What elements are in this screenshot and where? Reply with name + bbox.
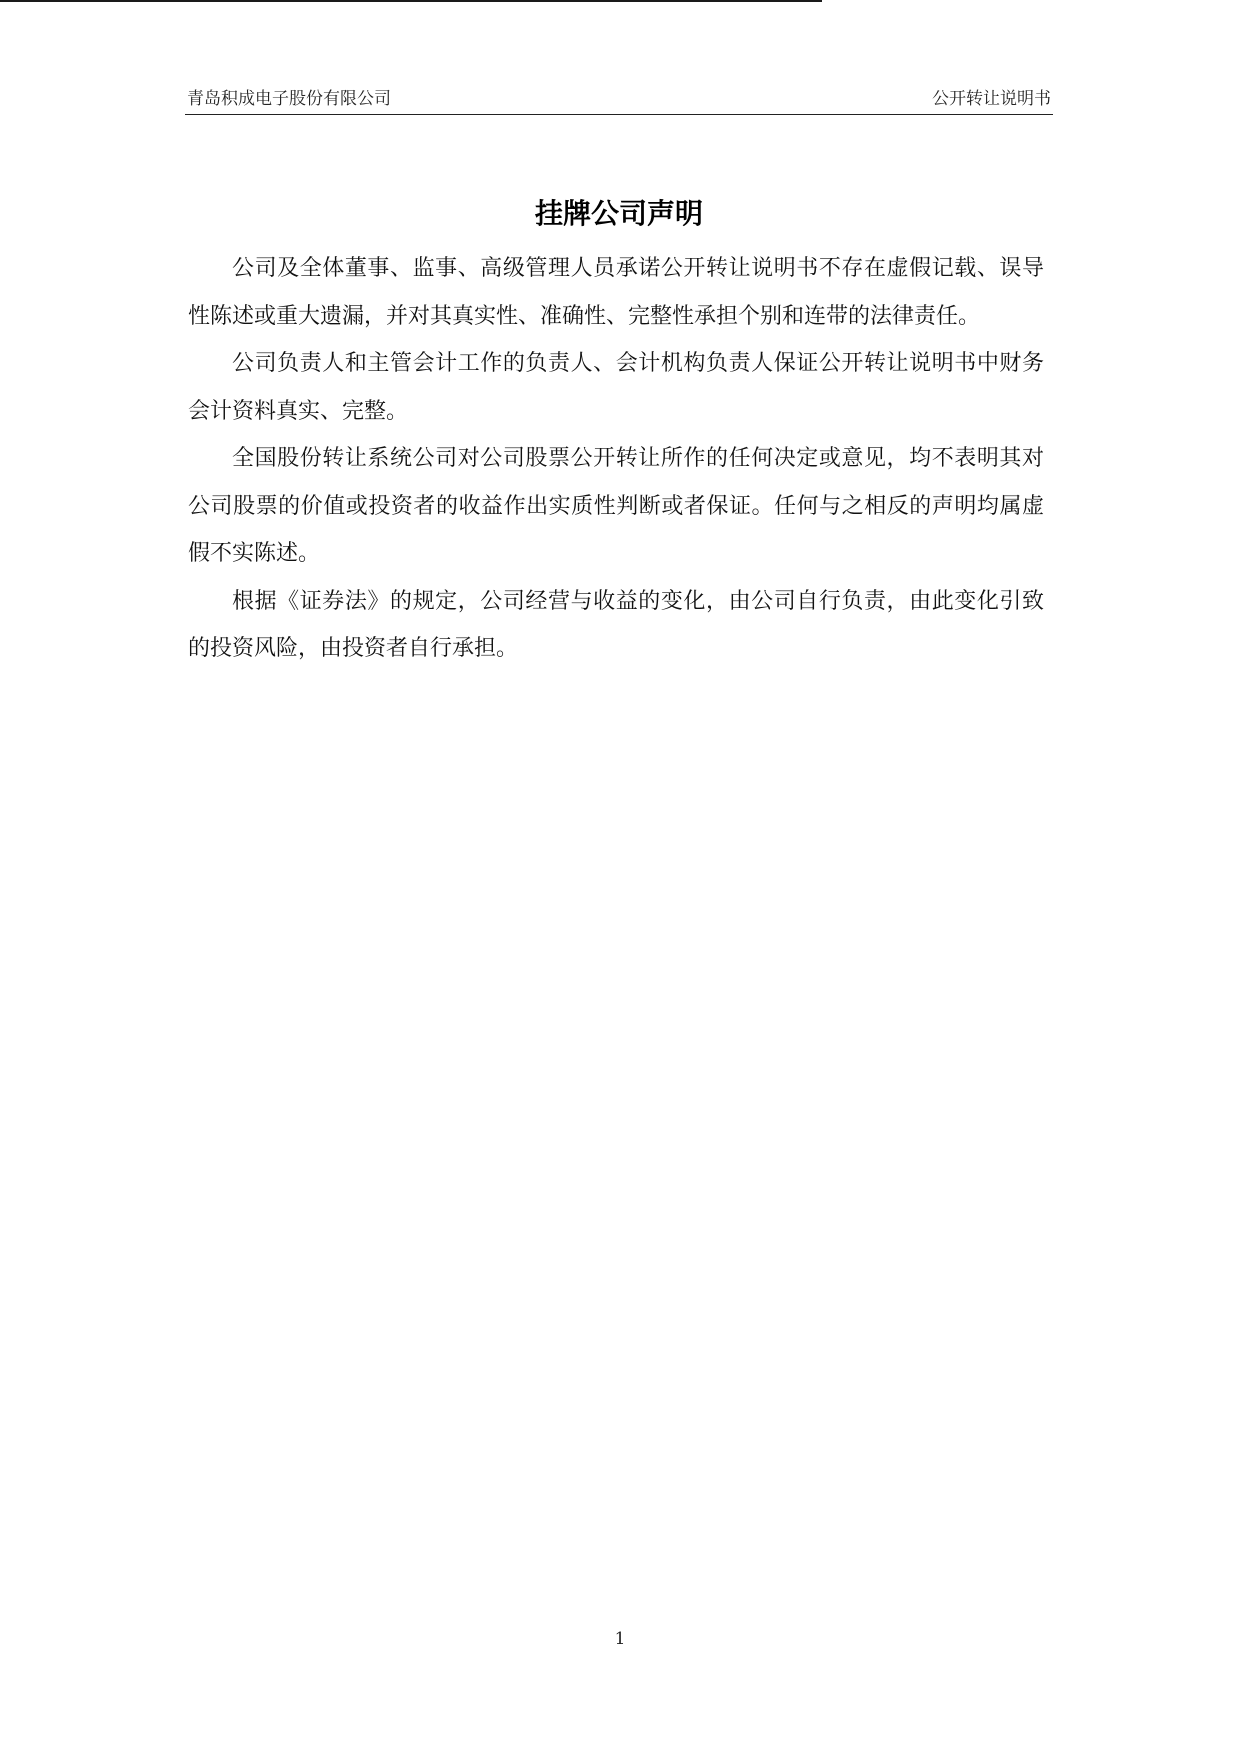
document-title: 挂牌公司声明: [534, 196, 703, 230]
top-scan-rule: [0, 0, 822, 2]
paragraph-investment-risk: 根据《证券法》的规定，公司经营与收益的变化，由公司自行负责，由此变化引致的投资风险，由投资者自行承担。: [188, 588, 1044, 661]
paragraph-financial-assurance: 公司负责人和主管会计工作的负责人、会计机构负责人保证公开转让说明书中财务会计资料真实、完整。: [188, 351, 1044, 424]
paragraph-system-disclaimer: 全国股份转让系统公司对公司股票公开转让所作的任何决定或意见，均不表明其对公司股票的价值或投资者的收益作出实质性判断或者保证。任何与之相反的声明均属虚假不实陈述。: [188, 446, 1044, 566]
header-company-name: 青岛积成电子股份有限公司: [187, 89, 391, 109]
page-number: 1: [614, 1629, 626, 1649]
header-document-type: 公开转让说明书: [932, 89, 1051, 109]
page-header: [185, 86, 1053, 115]
paragraph-commitment: 公司及全体董事、监事、高级管理人员承诺公开转让说明书不存在虚假记载、误导性陈述或重大遗漏，并对其真实性、准确性、完整性承担个别和连带的法律责任。: [188, 256, 1044, 329]
document-body: [188, 245, 1044, 673]
